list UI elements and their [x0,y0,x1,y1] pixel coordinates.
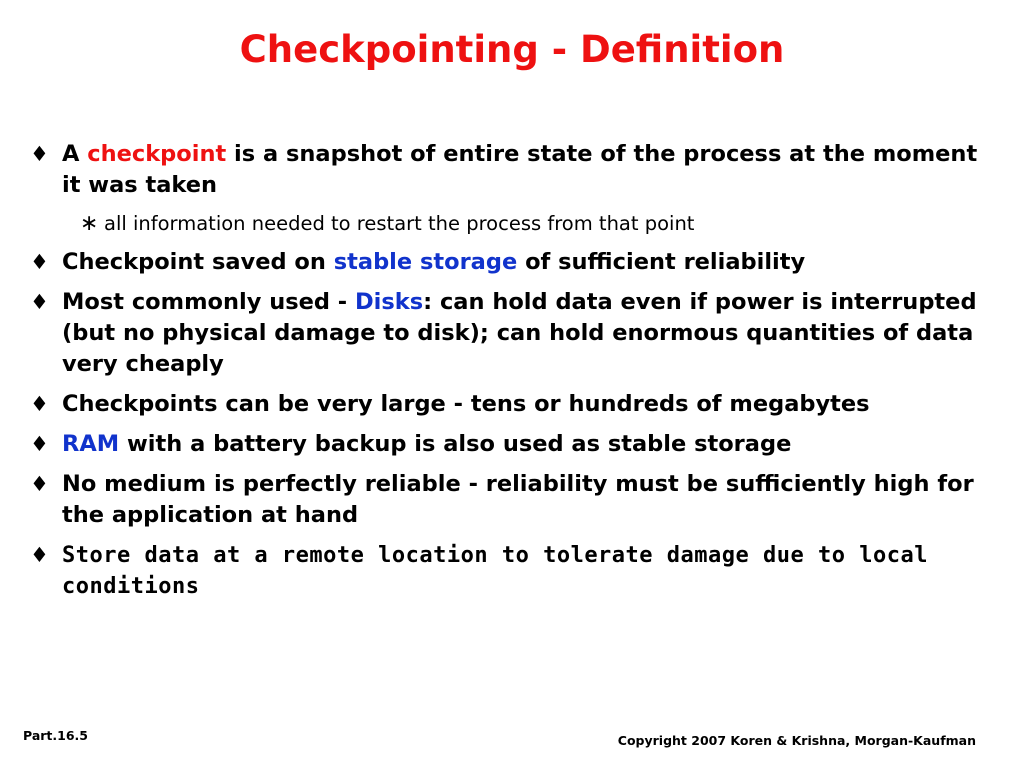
term-stable-storage: stable storage [333,249,518,275]
bullet-remote-location [30,540,1000,602]
bullet-text-prefix: Checkpoint saved on [62,249,334,275]
bullet-text-prefix: Most commonly used - [62,289,355,315]
sub-bullet-text: all information needed to restart the process from that point [104,212,695,235]
term-disks: Disks [354,289,424,315]
diamond-bullet-icon: ♦ [30,250,49,274]
bullet-list [30,139,1000,611]
bullet-large-checkpoints [30,389,1000,420]
bullet-ram [30,429,1000,460]
bullet-text: Checkpoints can be very large - tens or hundreds of megabytes [62,391,870,417]
slide-title: Checkpointing - Definition [239,28,785,71]
bullet-text-suffix: is a snapshot of entire state of the process at the moment it was taken [62,141,978,198]
diamond-bullet-icon: ♦ [30,472,49,496]
bullet-no-perfect-medium [30,469,1000,531]
term-checkpoint: checkpoint [87,141,227,167]
bullet-stable-storage [30,247,1000,278]
bullet-text-suffix: with a battery backup is also used as stable storage [119,431,792,457]
diamond-bullet-icon: ♦ [30,392,49,416]
diamond-bullet-icon: ♦ [30,142,49,166]
bullet-checkpoint-definition [30,139,1000,201]
term-ram: RAM [62,431,120,457]
bullet-text-prefix: A [62,141,88,167]
diamond-bullet-icon: ♦ [30,290,49,314]
bullet-text-suffix: : can hold data even if power is interrupted (but no physical damage to disk); can hold enormous quantities of data very cheaply [62,289,977,377]
diamond-bullet-icon: ♦ [30,432,49,456]
asterisk-bullet-icon: ∗ [80,211,99,236]
page-number: Part.16.5 [23,728,88,743]
diamond-bullet-icon: ♦ [30,543,49,567]
sub-bullet-restart-info [30,210,1000,238]
bullet-text: Store data at a remote location to tolerate damage due to local conditions [62,543,928,599]
bullet-text: No medium is perfectly reliable - reliability must be sufficiently high for the application at hand [62,471,974,528]
bullet-text-suffix: of sufficient reliability [517,249,806,275]
copyright-notice: Copyright 2007 Koren & Krishna, Morgan-Kaufman [617,733,976,748]
bullet-disks [30,287,1000,380]
